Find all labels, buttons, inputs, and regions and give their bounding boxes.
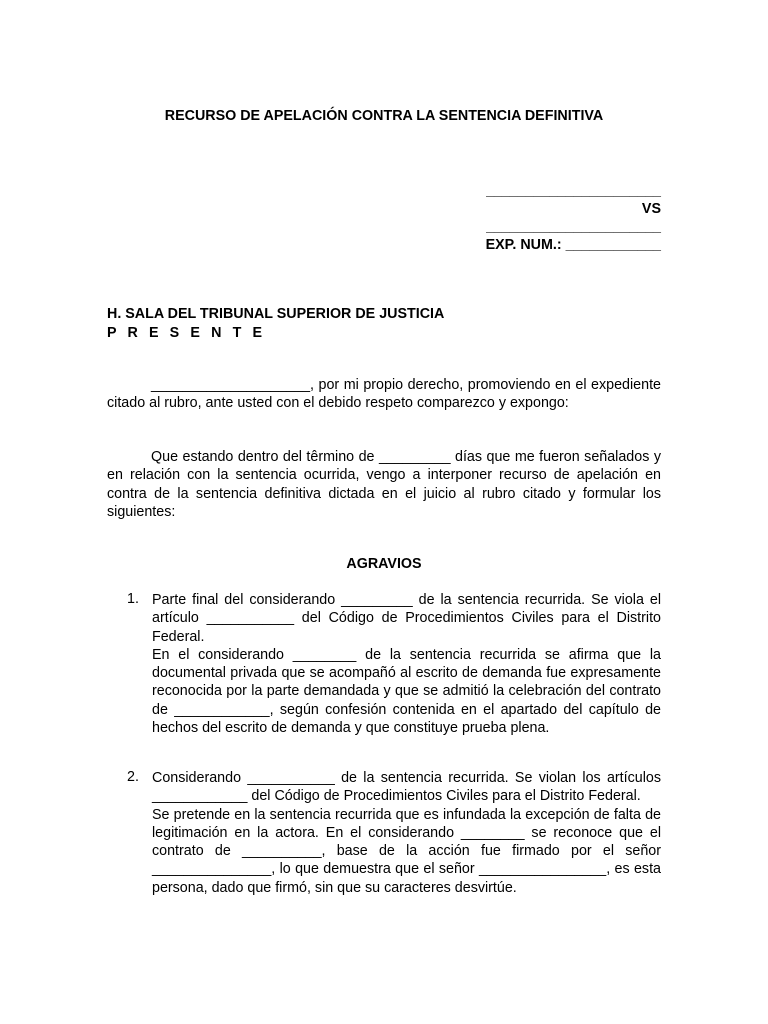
- agravio-text: Se pretende en la sentencia recurrida que es infundada la excepción de falta de legitimación en la actora. En el considerando ________ se reconoce que el contrato de __________, base de la acción fue firmado por el señor _______________, lo que demuestra que el señor ________________, es esta persona, dado que firmó, sin que su caracteres desvirtúe.: [152, 806, 661, 896]
- agravio-body: [152, 591, 661, 737]
- document-title: RECURSO DE APELACIÓN CONTRA LA SENTENCIA DEFINITIVA: [164, 108, 604, 124]
- party-one-line: ______________________: [486, 183, 661, 199]
- agravio-text: Parte final del considerando _________ de la sentencia recurrida. Se viola el artículo ___________ del Código de Procedimientos Civiles para el Distrito Federal.: [152, 592, 661, 645]
- agravio-text: Considerando ___________ de la sentencia recurrida. Se violan los artículos ____________ del Código de Procedimientos Civiles para el Distrito Federal.: [152, 770, 661, 805]
- presente-label: P R E S E N T E: [107, 325, 266, 341]
- agravios-heading: AGRAVIOS: [346, 556, 422, 572]
- term-paragraph: Que estando dentro del têrmino de _________ días que me fueron señalados y en relación con la sentencia ocurrida, vengo a interponer recurso de apelación en contra de la sentencia definitiva dictada en el juicio al rubro citado y formular los siguientes:: [107, 449, 661, 520]
- intro-paragraph: ____________________, por mi propio derecho, promoviendo en el expediente citado al rubro, ante usted con el debido respeto comparezco y expongo:: [107, 377, 661, 412]
- agravio-body: [152, 769, 661, 897]
- party-two-line: ______________________: [486, 219, 661, 235]
- agravio-number: 2.: [127, 769, 139, 785]
- versus-label: VS: [641, 201, 661, 217]
- agravio-text: En el considerando ________ de la sentencia recurrida se afirma que la documental privada que se acompañó al escrito de demanda fue expresamente reconocida por la parte demandada y que se admitió la celebración del contrato de ____________, según confesión contenida en el apartado del capítulo de hechos del escrito de demanda y que constituye prueba plena.: [152, 646, 661, 737]
- court-name: H. SALA DEL TRIBUNAL SUPERIOR DE JUSTICIA: [107, 306, 445, 322]
- case-number: EXP. NUM.: ____________: [485, 237, 661, 253]
- addressee-block: [107, 305, 444, 343]
- case-parties-block: [476, 182, 661, 254]
- agravio-number: 1.: [127, 591, 139, 607]
